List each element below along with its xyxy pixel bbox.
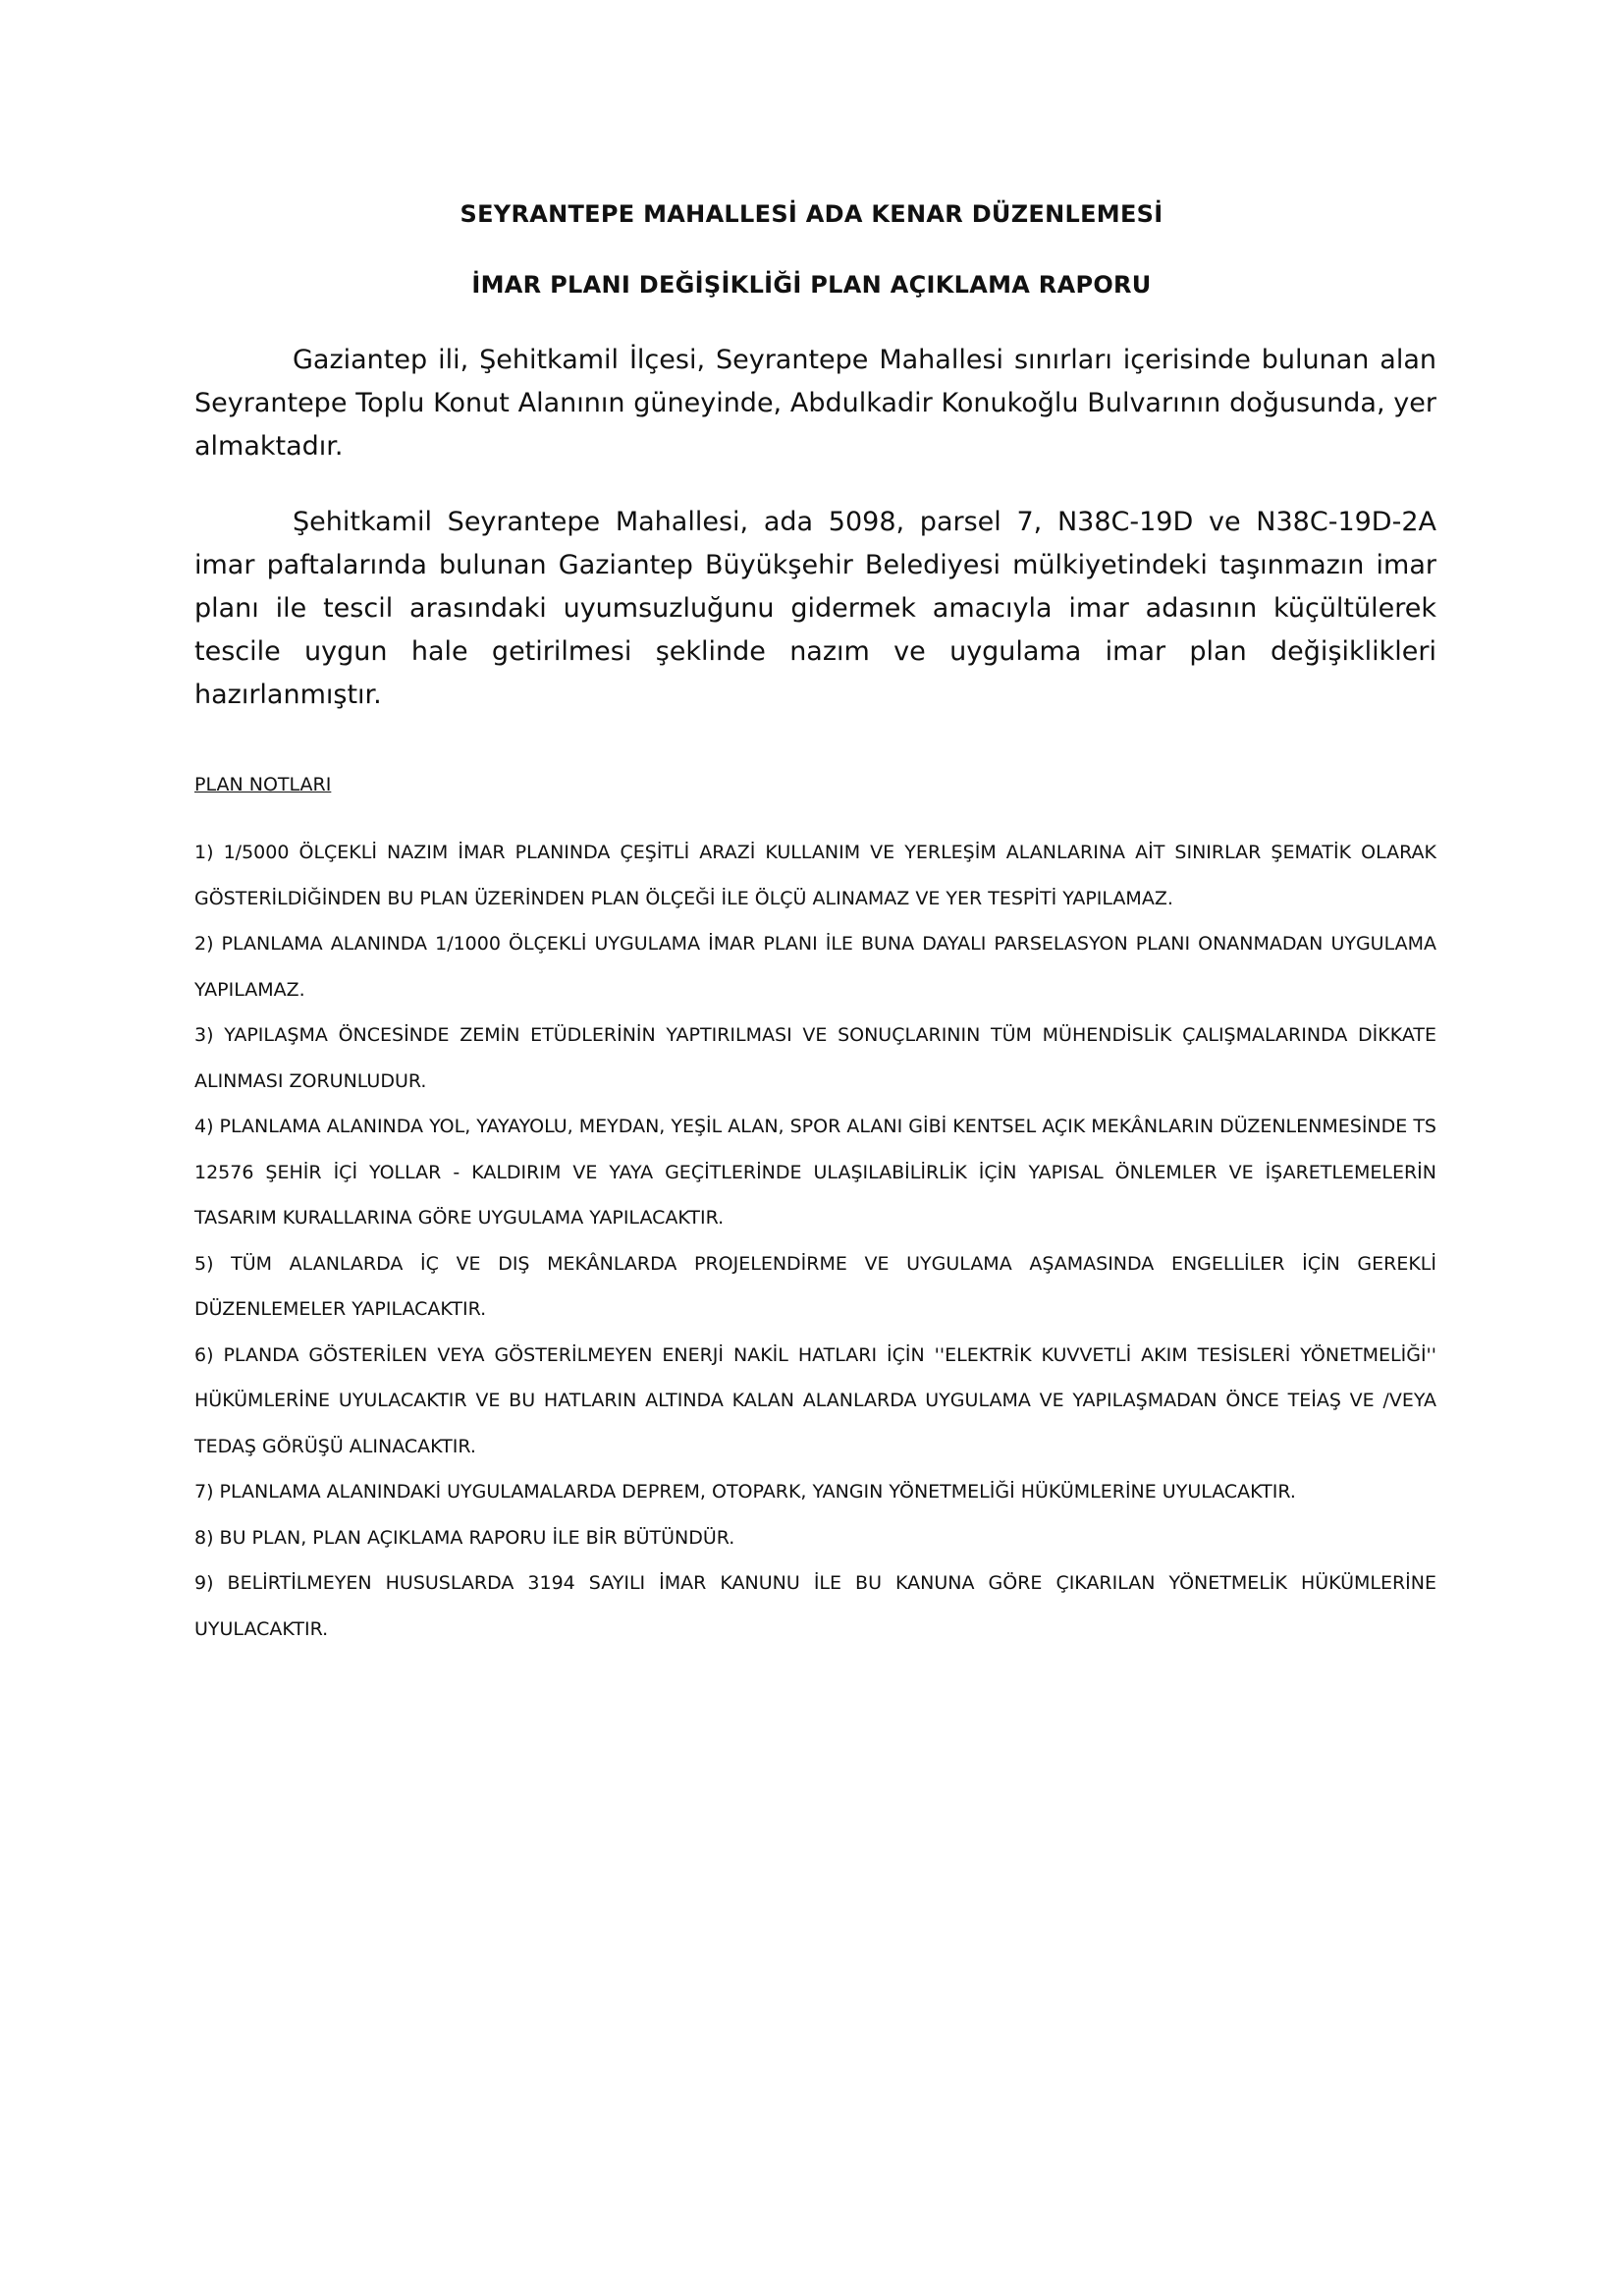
plan-notes-heading: PLAN NOTLARI (194, 774, 332, 795)
plan-note-3: 3) YAPILAŞMA ÖNCESİNDE ZEMİN ETÜDLERİNİN YAPTIRILMASI VE SONUÇLARININ TÜM MÜHENDİSLİK ÇALIŞMALARINDA DİKKATE ALINMASI ZORUNLUDUR. (194, 1024, 1436, 1092)
intro-paragraph-purpose: Şehitkamil Seyrantepe Mahallesi, ada 5098, parsel 7, N38C-19D ve N38C-19D-2A imar paftalarında bulunan Gaziantep Büyükşehir Belediyesi mülkiyetindeki taşınmazın imar planı ile tescil arasındaki uyumsuzluğunu gidermek amacıyla imar adasının küçültülerek tescile uygun hale getirilmesi şeklinde nazım ve uygulama imar plan değişiklikleri hazırlanmıştır. (194, 507, 1436, 710)
plan-note-8: 8) BU PLAN, PLAN AÇIKLAMA RAPORU İLE BİR BÜTÜNDÜR. (194, 1526, 735, 1549)
plan-note-6: 6) PLANDA GÖSTERİLEN VEYA GÖSTERİLMEYEN ENERJİ NAKİL HATLARI İÇİN ''ELEKTRİK KUVVETLİ AKIM TESİSLERİ YÖNETMELİĞİ'' HÜKÜMLERİNE UYULACAKTIR VE BU HATLARIN ALTINDA KALAN ALANLARDA UYGULAMA VE YAPILAŞMADAN ÖNCE TEİAŞ VE /VEYA TEDAŞ GÖRÜŞÜ ALINACAKTIR. (194, 1343, 1436, 1457)
plan-note-5: 5) TÜM ALANLARDA İÇ VE DIŞ MEKÂNLARDA PROJELENDİRME VE UYGULAMA AŞAMASINDA ENGELLİLER İÇİN GEREKLİ DÜZENLEMELER YAPILACAKTIR. (194, 1252, 1436, 1320)
document-title-line-1: SEYRANTEPE MAHALLESİ ADA KENAR DÜZENLEMESİ (460, 200, 1163, 228)
plan-notes-list (194, 830, 1436, 1652)
document-title-line-2: İMAR PLANI DEĞİŞİKLİĞİ PLAN AÇIKLAMA RAPORU (471, 271, 1152, 299)
plan-note-9: 9) BELİRTİLMEYEN HUSUSLARDA 3194 SAYILI İMAR KANUNU İLE BU KANUNA GÖRE ÇIKARILAN YÖNETMELİK HÜKÜMLERİNE UYULACAKTIR. (194, 1572, 1436, 1640)
plan-note-4: 4) PLANLAMA ALANINDA YOL, YAYAYOLU, MEYDAN, YEŞİL ALAN, SPOR ALANI GİBİ KENTSEL AÇIK MEKÂNLARIN DÜZENLENMESİNDE TS 12576 ŞEHİR İÇİ YOLLAR - KALDIRIM VE YAYA GEÇİTLERİNDE ULAŞILABİLİRLİK İÇİN YAPISAL ÖNLEMLER VE İŞARETLEMELERİN TASARIM KURALLARINA GÖRE UYGULAMA YAPILACAKTIR. (194, 1116, 1436, 1229)
plan-note-7: 7) PLANLAMA ALANINDAKİ UYGULAMALARDA DEPREM, OTOPARK, YANGIN YÖNETMELİĞİ HÜKÜMLERİNE UYULACAKTIR. (194, 1481, 1296, 1503)
plan-note-1: 1) 1/5000 ÖLÇEKLİ NAZIM İMAR PLANINDA ÇEŞİTLİ ARAZİ KULLANIM VE YERLEŞİM ALANLARINA AİT SINIRLAR ŞEMATİK OLARAK GÖSTERİLDİĞİNDEN BU PLAN ÜZERİNDEN PLAN ÖLÇEĞİ İLE ÖLÇÜ ALINAMAZ VE YER TESPİTİ YAPILAMAZ. (194, 842, 1436, 909)
plan-note-2: 2) PLANLAMA ALANINDA 1/1000 ÖLÇEKLİ UYGULAMA İMAR PLANI İLE BUNA DAYALI PARSELASYON PLANI ONANMADAN UYGULAMA YAPILAMAZ. (194, 933, 1436, 1001)
intro-paragraph-location: Gaziantep ili, Şehitkamil İlçesi, Seyrantepe Mahallesi sınırları içerisinde bulunan alan Seyrantepe Toplu Konut Alanının güneyinde, Abdulkadir Konukoğlu Bulvarının doğusunda, yer almaktadır. (194, 345, 1436, 462)
